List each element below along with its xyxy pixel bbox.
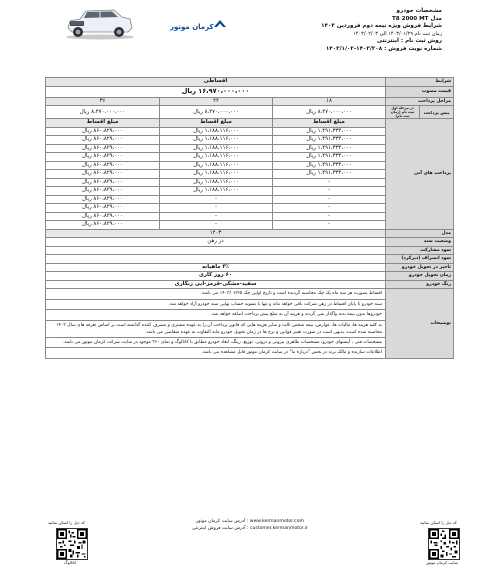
row-prepayment: پیش پرداخت در مرحله اول ثبت نام (زمان ثبت نام) ۸،۴۷۰،۰۰۰،۰۰۰ ریال ۸،۴۷۰،۰۰۰،۰۰۰ ریال ۸،۴۷۰،۰۰۰،۰۰۰ ریال [46, 106, 454, 119]
row-stages: مراحل پرداخت ۱۸ ۲۴ ۳۶ [46, 97, 454, 106]
installment-24: ۱،۱۸۸،۱۱۶،۰۰۰ ریال [160, 161, 273, 170]
kerman-site-link[interactable]: آدرس سایت کرمان موتور : www.kermanmotor.com [196, 519, 304, 524]
note-text: به کلیه هزینه ها، مالیات ها، عوارض، بیمه شخص ثالث و سایر هزینه هایی که قانون پرداخت آن را به عهده مشتری و مصرف کننده گذاشته است بر اساس تعرفه های سال ۱۴۰۳ محاسبه شده است، بدیهی است در صورت تغییر قوانین و نرخ ها در زمان تحویل خودرو مابه التفاوت به عهده متقاضی می باشد. [46, 320, 386, 337]
prepay-36: ۸،۴۷۰،۰۰۰،۰۰۰ ریال [46, 106, 160, 119]
installment-18: ۱،۴۹۱،۳۳۴،۰۰۰ ریال [273, 144, 386, 153]
installment-18: ۱،۴۹۱،۳۳۴،۰۰۰ ریال [273, 136, 386, 145]
prepay-24: ۸،۴۷۰،۰۰۰،۰۰۰ ریال [160, 106, 273, 119]
left-qr-label: کاتالوگ [64, 560, 77, 565]
footer-address [175, 519, 325, 532]
model-line: مدل T8 2000 MT [391, 15, 442, 22]
conditions-value: اقساطی [46, 78, 386, 87]
sale-conditions-table [45, 77, 454, 359]
installment-24: - [160, 221, 273, 230]
turn-number: شماره نوبت فروش : ۱۴۰۳/۲۰۸-۱۴۰۳/۱/۰۲ [325, 45, 442, 52]
delivery-delay-value: ۳٪ ماهیانه [46, 263, 386, 272]
installment-24: - [160, 195, 273, 204]
price-value: ۱۶،۹۷۰،۰۰۰،۰۰۰ ریال [46, 86, 386, 97]
prepay-18: ۸،۴۷۰،۰۰۰،۰۰۰ ریال [273, 106, 386, 119]
installment-18: - [273, 204, 386, 213]
installment-18: ۱،۴۹۱،۳۳۴،۰۰۰ ریال [273, 153, 386, 162]
installment-24: - [160, 212, 273, 221]
delay-profit-value [46, 255, 386, 264]
installment-24: ۱،۱۸۸،۱۱۶،۰۰۰ ریال [160, 127, 273, 136]
note-text: مشخصات فنی ، آپشنهای خودرو، مشخصات ظاهری بیرونی و درونی، توزیع، رینگ، ابعاد خودرو مطابق با کاتالوگ و نمای ۳۶۰ موجود در سایت شرکت کرمان موتور می باشد. [46, 337, 386, 348]
installment-36: ۸۶۰،۸۲۹،۰۰۰ ریال [46, 153, 160, 162]
installment-18: - [273, 187, 386, 196]
installment-24: ۱،۱۸۸،۱۱۶،۰۰۰ ریال [160, 178, 273, 187]
row-color: رنگ خودرو سفید-مشکی-قرمز-آبی زنگاری [46, 280, 454, 289]
right-qr-label: سایت کرمان موتور [426, 560, 458, 565]
catalog-qr-code[interactable] [56, 528, 88, 560]
installment-18: ۱،۴۹۱،۳۳۴،۰۰۰ ریال [273, 170, 386, 179]
doc-status-value: در رهن [46, 238, 386, 247]
note-text: سند خودرو تا پایان اقساط در رهن شرکت باقی خواهد ماند و تنها با تسویه حساب نهایی سند خودرو آزاد خواهد شد. [46, 299, 386, 310]
row-installment-header: پرداخت های آتی مبلغ اقساط مبلغ اقساط مبلغ اقساط [46, 119, 454, 128]
stage-24: ۲۴ [160, 97, 273, 106]
row-delay-profit: سود انصراف (دیرکرد) [46, 255, 454, 264]
installment-24: ۱،۱۸۸،۱۱۶،۰۰۰ ریال [160, 136, 273, 145]
row-conditions: شرایط اقساطی [46, 78, 454, 87]
sale-conditions: شرایط فروش ویژه نیمه دوم فروردین ۱۴۰۳ [321, 23, 442, 30]
row-doc-status: وضعیت سند در رهن [46, 238, 454, 247]
installment-24: ۱،۱۸۸،۱۱۶،۰۰۰ ریال [160, 144, 273, 153]
row-participation: سود مشارکت [46, 246, 454, 255]
installment-36: ۸۶۰،۸۲۹،۰۰۰ ریال [46, 212, 160, 221]
payments-label: پرداخت های آتی [386, 119, 454, 230]
delivery-time-value: ۶۰ روز کاری [46, 272, 386, 281]
installment-36: ۸۶۰،۸۲۹،۰۰۰ ریال [46, 187, 160, 196]
installment-18: ۱،۴۹۱،۳۳۴،۰۰۰ ریال [273, 127, 386, 136]
kerman-site-qr-code[interactable] [428, 528, 460, 560]
kerman-logo-icon [213, 19, 227, 29]
installment-36: ۸۶۰،۸۲۹،۰۰۰ ریال [46, 221, 160, 230]
car-image [62, 6, 136, 40]
note-text: اقساط بصورت هر سه ماه یک چک محاسبه گردیده است و تاریخ اولین چک ۱۴۰۳/۰۶/۲۵ می باشد. [46, 289, 386, 300]
note-row [46, 289, 454, 300]
installment-18: ۱،۴۹۱،۳۳۴،۰۰۰ ریال [273, 161, 386, 170]
registration-method: روش ثبت نام : اینترنتی [376, 38, 442, 45]
installment-36: ۸۶۰،۸۲۹،۰۰۰ ریال [46, 161, 160, 170]
installment-18: - [273, 221, 386, 230]
installment-24: ۱،۱۸۸،۱۱۶،۰۰۰ ریال [160, 170, 273, 179]
note-text: خودروها بدون بیمه بدنه واگذار نمی گردند و هزینه آن به مبلغ پیش پرداخت اضافه خواهد شد. [46, 310, 386, 321]
installment-18: - [273, 212, 386, 221]
installment-36: ۸۶۰،۸۲۹،۰۰۰ ریال [46, 204, 160, 213]
row-delivery-time: زمان تحویل خودرو ۶۰ روز کاری [46, 272, 454, 281]
notes-label: توضیحات [386, 289, 454, 359]
model-value: ۱۴۰۳ [46, 229, 386, 238]
installment-36: ۸۶۰،۸۲۹،۰۰۰ ریال [46, 144, 160, 153]
color-value: سفید-مشکی-قرمز-آبی زنگاری [46, 280, 386, 289]
left-qr-caption: کد ذیل را اسکن نمایید [48, 520, 85, 525]
stage-18: ۱۸ [273, 97, 386, 106]
installment-36: ۸۶۰،۸۲۹،۰۰۰ ریال [46, 127, 160, 136]
customer-site-link[interactable]: آدرس سایت فروش اینترنتی : customer.kermanmotor.ir [192, 525, 308, 531]
spec-title: مشخصات خودرو [396, 8, 442, 14]
installment-24: - [160, 204, 273, 213]
installment-24: ۱،۱۸۸،۱۱۶،۰۰۰ ریال [160, 187, 273, 196]
note-text: اطلاعات سازنده و مالک برند در بخش "درباره ما" در سایت کرمان موتور قابل مشاهده می باشد. [46, 348, 386, 359]
header-info [321, 8, 442, 54]
installment-18: - [273, 195, 386, 204]
installment-36: ۸۶۰،۸۲۹،۰۰۰ ریال [46, 178, 160, 187]
registration-window: زمان ثبت نام ۱۴۰۳/۰۱/۲۹ الی ۱۴۰۳/۰۲/۰۳ [353, 30, 442, 37]
installment-18: - [273, 178, 386, 187]
installment-36: ۸۶۰،۸۲۹،۰۰۰ ریال [46, 136, 160, 145]
row-delivery-delay: تاخیر در تحویل خودرو ۳٪ ماهیانه [46, 263, 454, 272]
brand-name: کرمان موتور [170, 23, 214, 31]
participation-value [46, 246, 386, 255]
installment-36: ۸۶۰،۸۲۹،۰۰۰ ریال [46, 195, 160, 204]
installment-36: ۸۶۰،۸۲۹،۰۰۰ ریال [46, 170, 160, 179]
stage-36: ۳۶ [46, 97, 160, 106]
right-qr-caption: کد ذیل را اسکن نمایید [420, 520, 457, 525]
installment-24: ۱،۱۸۸،۱۱۶،۰۰۰ ریال [160, 153, 273, 162]
row-price: قیمت مصوب ۱۶،۹۷۰،۰۰۰،۰۰۰ ریال [46, 86, 454, 97]
row-model: مدل ۱۴۰۳ [46, 229, 454, 238]
